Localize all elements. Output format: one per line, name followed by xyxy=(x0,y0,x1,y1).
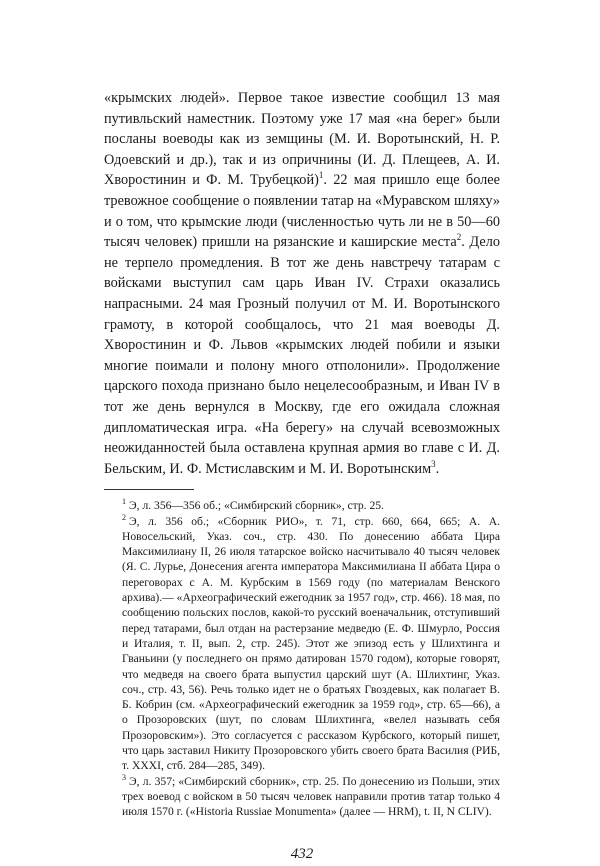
footnote-text: Э, л. 357; «Симбирский сборник», стр. 25. По донесению из Польши, этих трех воевод с войском в 50 тысяч человек направили против татар только 4 июля 1570 г. («Historia Russiae Monumenta» (далее — HRM), t. II, N CLIV). xyxy=(122,774,500,819)
text-segment: . xyxy=(435,460,440,477)
body-paragraph xyxy=(104,88,500,479)
footnote-1 xyxy=(104,498,500,513)
footnote-2 xyxy=(104,514,500,774)
footnote-ref[interactable]: 3 xyxy=(431,458,436,469)
page xyxy=(104,88,500,862)
text-segment: «крымских людей». Первое такое известие сообщил 13 мая путивльский наместник. Поэтому уже 17 мая «на берег» были посланы воеводы как из земщины (М. И. Воротынский, Н. Р. Одоевский и др.), так и из опричнины (И. Д. Плещеев, А. И. Хворостинин и Ф. М. Трубецкой) xyxy=(104,90,500,189)
footnote-ref[interactable]: 2 xyxy=(456,232,462,243)
footnote-3 xyxy=(104,774,500,820)
footnote-text: Э, л. 356 об.; «Сборник РИО», т. 71, стр. 660, 664, 665; А. А. Новосельский, Указ. соч., стр. 430. По донесению аббата Цира Максимилиану II, 26 июля татарское войско насчитывало 40 тысяч человек (Я. С. Лурье, Донесения агента императора Максимилиана II аббата Цира о переговорах с А. М. Курбским в 1569 году (по материалам Венского архива).— «Археографический ежегодник за 1957 год», стр. 466). 18 мая, по сообщению польских послов, какой-то русский военачальник, отступивший перед татарами, был отдан на растерзание медведю (Е. Ф. Шмурло, Россия и Италия, т. II, вып. 2, стр. 245). Этот же эпизод есть у Шлихтинга и Гваньини (у последнего он прямо датирован 1570 годом), которые говорят, что медведя на своего брата выпустил царский шут (А. Шлихтинг, Указ. соч., стр. 43, 56). Речь только идет не о братьях Гвоздевых, как полагает В. Б. Кобрин (см. «Археографический ежегодник за 1959 год», стр. 65—66), а о Прозоровских (шут, по словам Шлихтинга, «велел называть себя Прозоровским»). Это согласуется с рассказом Курбского, который пишет, что царь заставил Никиту Прозоровского убить своего брата Василия (РИБ, т. XXXI, стб. 284—285, 349). xyxy=(122,514,500,773)
footnote-number: 1 xyxy=(122,497,126,507)
footnote-text: Э, л. 356—356 об.; «Симбирский сборник», стр. 25. xyxy=(129,499,384,513)
footnote-ref[interactable]: 1 xyxy=(318,170,324,181)
text-segment: . 22 мая пришло еще более тревожное сообщение о появлении татар на «Муравском шляху» и о том, что крымские люди (численностью чуть ли не в 50—60 тысяч человек) пришли на рязанские и каширские места xyxy=(104,172,500,251)
footnotes xyxy=(104,498,500,819)
page-number: 432 xyxy=(290,846,314,862)
footnote-number: 3 xyxy=(122,772,126,782)
text-segment: . Дело не терпело промедления. В тот же день навстречу татарам с войсками выступил сам царь Иван IV. Страхи оказались напрасными. 24 мая Грозный получил от М. И. Воротынского грамоту, в которой сообщалось, что 21 мая воеводы Д. Хворостинин и Ф. Львов «крымских людей побили и языки многие поимали и полону много отполонили». Продолжение царского похода признано было нецелесообразным, и Иван IV в тот же день вернулся в Москву, где его ожидала сложная дипломатическая игра. «На берегу» на случай всевозможных неожиданностей была оставлена крупная армия во главе с И. Д. Бельским, И. Ф. Мстиславским и М. И. Воротынским xyxy=(104,234,500,477)
main-text xyxy=(104,88,500,479)
footnote-separator xyxy=(104,489,194,490)
footnote-number: 2 xyxy=(122,512,126,522)
